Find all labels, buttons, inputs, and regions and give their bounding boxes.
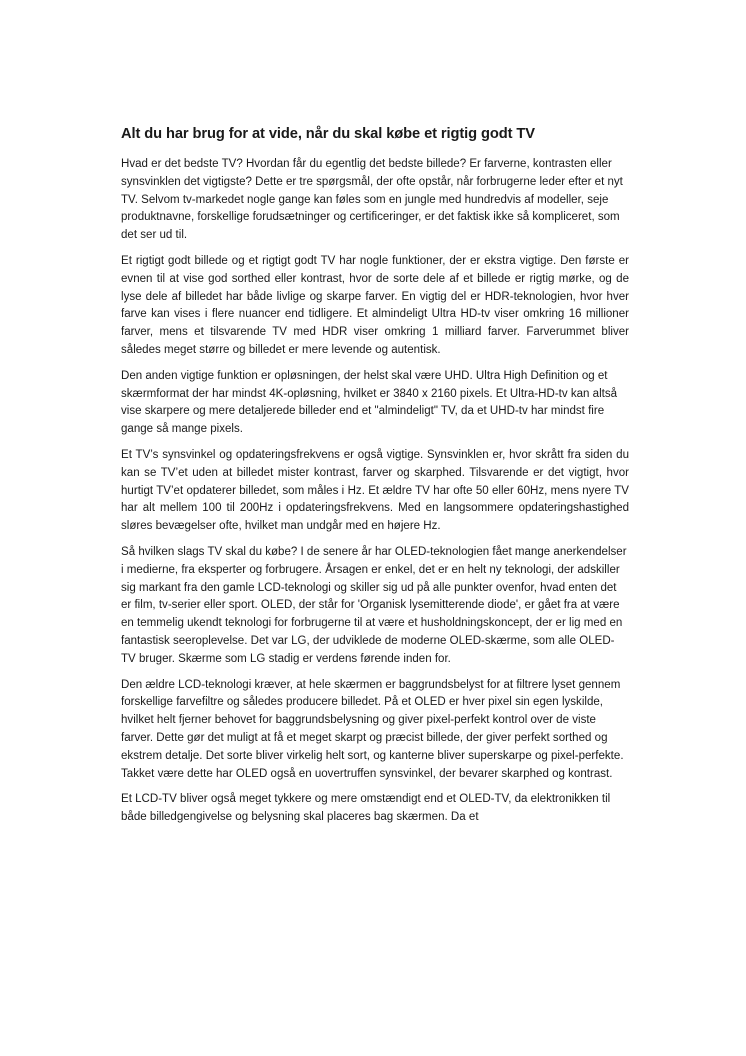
paragraph-2: Et rigtigt godt billede og et rigtigt godt TV har nogle funktioner, der er ekstra vigtige. Den første er evnen til at vise god sorthed eller kontrast, hvor de sorte dele af et billede er rigtig mørke, og de lyse dele af billedet har både livlige og skarpe farver. En vigtig del er HDR-teknologien, hvor hver farve kan vises i flere nuancer end tidligere. Et almindeligt Ultra HD-tv viser omkring 16 millioner farver, mens et tilsvarende TV med HDR viser omkring 1 milliard farver. Farverummet bliver således meget større og billedet er mere levende og autentisk. bbox=[121, 254, 629, 356]
document-title: Alt du har brug for at vide, når du skal købe et rigtig godt TV bbox=[121, 126, 535, 142]
document-body bbox=[121, 126, 629, 835]
paragraph-3: Den anden vigtige funktion er opløsningen, der helst skal være UHD. Ultra High Definition og et skærmformat der har mindst 4K-opløsning, hvilket er 3840 x 2160 pixels. Et Ultra-HD-tv kan altså vise skarpere og mere detaljerede billeder end et "almindeligt" TV, da et UHD-tv har mindst fire gange så mange pixels. bbox=[121, 369, 618, 436]
paragraph-1: Hvad er det bedste TV? Hvordan får du egentlig det bedste billede? Er farverne, kontrasten eller synsvinklen det vigtigste? Dette er tre spørgsmål, der ofte opstår, når forbrugerne leder efter et nyt TV. Selvom tv-markedet nogle gange kan føles som en jungle med hundredvis af modeller, seje produktnavne, forskellige forudsætninger og certificeringer, er det faktisk ikke så kompliceret, som det ser ud til. bbox=[121, 158, 623, 242]
paragraph-5: Så hvilken slags TV skal du købe? I de senere år har OLED-teknologien fået mange anerkendelser i medierne, fra eksperter og forbrugere. Årsagen er enkel, det er en helt ny teknologi, der adskiller sig markant fra den gamle LCD-teknologi og skiller sig ud på alle punkter ovenfor, hvad enten det er film, tv-serier eller sport. OLED, der står for 'Organisk lysemitterende diode', er gået fra at være en temmelig ukendt teknologi for forbrugerne til at være et husholdningskoncept, der er lig med en fantastisk seeroplevelse. Det var LG, der udviklede de moderne OLED-skærme, som alle OLED-TV bruger. Skærme som LG stadig er verdens førende inden for. bbox=[121, 545, 627, 665]
paragraph-7: Et LCD-TV bliver også meget tykkere og mere omstændigt end et OLED-TV, da elektronikken til både billedgengivelse og belysning skal placeres bag skærmen. Da et bbox=[121, 793, 611, 824]
paragraph-4: Et TV’s synsvinkel og opdateringsfrekvens er også vigtige. Synsvinklen er, hvor skrått fra siden du kan se TV’et uden at billedet mister kontrast, farver og skarphed. Tilsvarende er det vigtigt, hvor hurtigt TV’et opdaterer billedet, som måles i Hz. Et ældre TV har ofte 50 eller 60Hz, mens nyere TV har alt mellem 100 til 200Hz i opdateringsfrekvens. Med en langsommere opdateringshastighed sløres bevægelser ofte, hvilket man undgår med en højere Hz. bbox=[121, 448, 629, 533]
paragraph-6: Den ældre LCD-teknologi kræver, at hele skærmen er baggrundsbelyst for at filtrere lyset gennem forskellige farvefiltre og således producere billedet. På et OLED er hver pixel sin egen lyskilde, hvilket helt fjerner behovet for baggrundsbelysning og giver pixel-perfekt kontrol over de viste farver. Dette gør det muligt at få et meget skarpt og præcist billede, der giver perfekt sorthed og ekstrem detalje. Det sorte bliver virkelig helt sort, og kanterne bliver superskarpe og pixel-perfekte. Takket være dette har OLED også en uovertruffen synsvinkel, der bevarer skarphed og kontrast. bbox=[121, 678, 624, 780]
